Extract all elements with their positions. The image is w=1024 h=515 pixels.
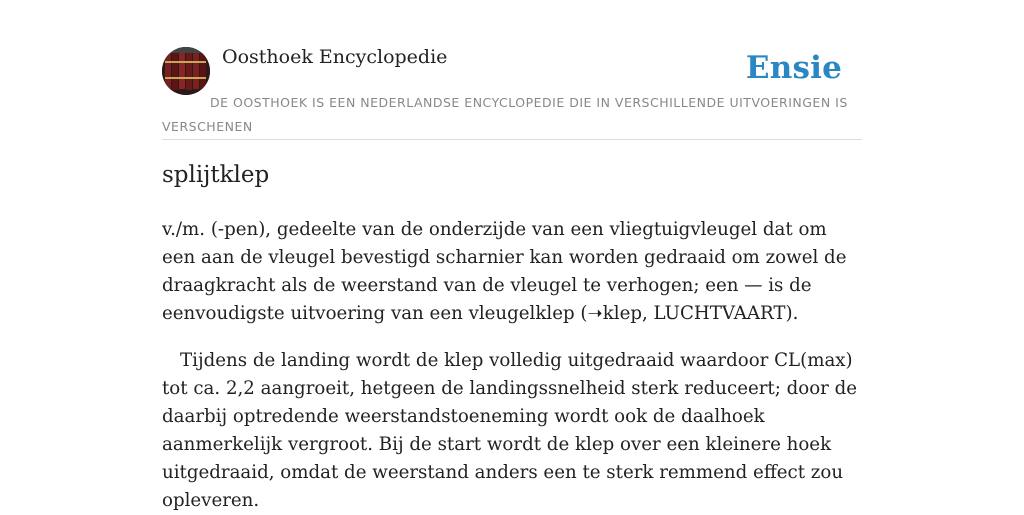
source-header <box>162 0 862 140</box>
brand-logo[interactable]: Ensie <box>745 50 842 86</box>
entry-title: splijtklep <box>162 162 270 188</box>
avatar[interactable] <box>162 47 210 95</box>
page-content <box>162 0 862 511</box>
encyclopedia-books-icon <box>162 47 210 95</box>
source-name[interactable]: Oosthoek Encyclopedie <box>222 46 448 68</box>
divider <box>162 139 862 140</box>
entry-paragraph: v./m. (-pen), gedeelte van de onderzijde van een vliegtuigvleugel dat om een aan de vleugel bevestigd scharnier kan worden gedraaid om zowel de draagkracht als de weerstand van de vleugel te verhogen; een — is de eenvoudigste uitvoering van een vleugelklep (➝klep, LUCHTVAART). <box>162 219 847 324</box>
source-tagline: DE OOSTHOEK IS EEN NEDERLANDSE ENCYCLOPEDIE DIE IN VERSCHILLENDE UITVOERINGEN IS VERSCHENEN <box>162 95 848 134</box>
entry-paragraph: Tijdens de landing wordt de klep volledig uitgedraaid waardoor CL(max) tot ca. 2,2 aangroeit, hetgeen de landingssnelheid sterk reduceert; door de daarbij optredende weerstandstoeneming wordt ook de daalhoek aanmerkelijk vergroot. Bij de start wordt de klep over een kleinere hoek uitgedraaid, omdat de weerstand anders een te sterk remmend effect zou opleveren. <box>162 350 858 511</box>
